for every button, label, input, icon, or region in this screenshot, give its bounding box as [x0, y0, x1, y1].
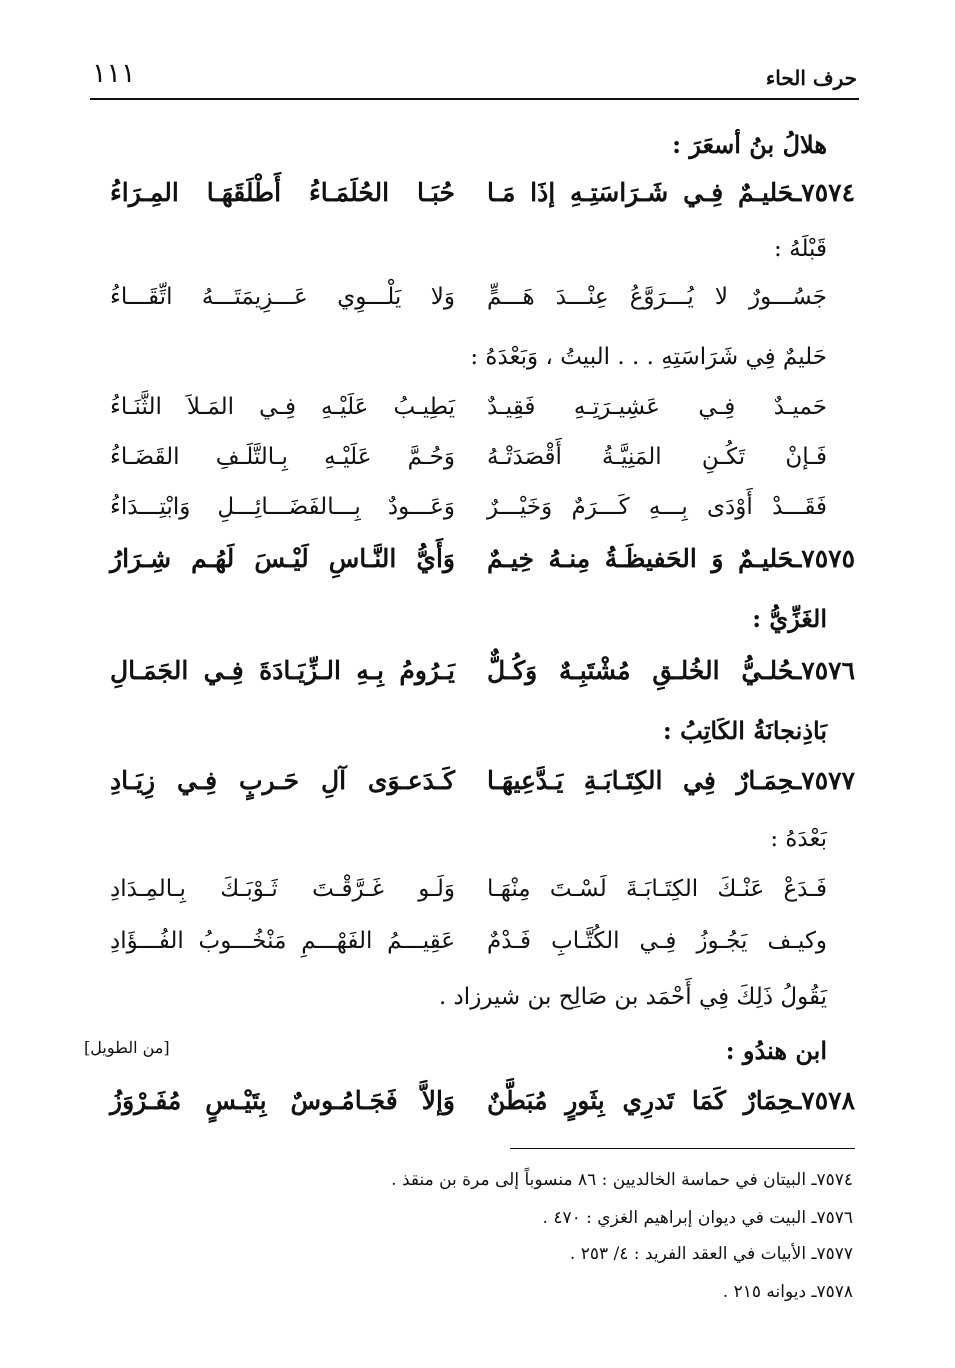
second-hemistich: وَحُـمَّ عَلَيْـهِ بِـالتَّلَـفِ القَضَـاءُ	[110, 444, 455, 470]
poet-name: الغَزِّيُّ :	[752, 604, 827, 633]
first-hemistich: فَـإنْ تَكُـنِ المَنِيَّـةُ أَقْصَدَتْـهُ	[487, 444, 827, 470]
note-line: يَقُولُ ذَلِكَ فِي أَحْمَد بن صَالِح بن شيرزاد .	[438, 984, 827, 1010]
poet-name: هلالُ بنُ أسعَرَ :	[672, 130, 827, 159]
poet-name: بَاذِنجانَةُ الكَاتِبُ :	[662, 716, 827, 745]
second-hemistich: وَلا يَلْـــوِي عَـــزِيمَتَـــهُ اتِّقَـــاءُ	[110, 284, 455, 310]
verse-number: ٧٥٧٤ـ	[793, 178, 855, 207]
footnote: ٧٥٧٤ـ البيتان في حماسة الخالديين : ٨٦ منسوباً إلى مرة بن منقذ .	[391, 1170, 853, 1190]
running-head: حرف الحاء	[765, 66, 857, 90]
verse-number: ٧٥٧٥ـ	[793, 544, 855, 573]
verse-number: ٧٥٧٨ـ	[793, 1086, 855, 1115]
footnote: ٧٥٧٧ـ الأبيات في العقد الفريد : ٤/ ٢٥٣ .	[569, 1244, 853, 1264]
second-hemistich: يَـرُومُ بِـهِ الـزِّيَـادَةَ فِـي الجَمَـالِ	[110, 656, 455, 685]
second-hemistich: وَأَيُّ النَّـاسِ لَيْـسَ لَهُـم شِـرَارُ	[110, 544, 455, 573]
first-hemistich: جَسُـــورٌ لا يُـــرَوَّعُ عِنْـــدَ هَـــمٍّ	[487, 284, 827, 310]
verse	[110, 876, 855, 916]
footnote: ٧٥٧٨ـ ديوانه ٢١٥ .	[722, 1282, 853, 1302]
footnote: ٧٥٧٦ـ البيت في ديوان إبراهيم الغزي : ٤٧٠ .	[542, 1208, 853, 1228]
first-hemistich: وكيـف يَجُـوزُ فِـي الكُتَّـابِ فَـدْمٌ	[487, 928, 827, 954]
verse	[110, 444, 855, 484]
first-hemistich: فَقَـــدْ أَوْدَى بِـــهِ كَـــرَمٌ وَخَيْـــرٌ	[487, 494, 827, 520]
second-hemistich: وَلَـو غَـرَّقْـتَ ثَـوْبَـكَ بِـالمِـدَادِ	[110, 876, 455, 902]
header-rule	[90, 98, 859, 100]
page-number: ١١١	[92, 58, 136, 89]
second-hemistich: عَقِيـــمُ الفَهْـــمِ مَنْخُـــوبُ الفُـــؤَادِ	[110, 928, 455, 954]
first-hemistich: ٧٥٧٧ـحِمَـارٌ فِي الكِتَـابَـةِ يَـدَّعِيهَـا	[487, 766, 855, 795]
verse	[110, 394, 855, 434]
verse-7577	[110, 766, 855, 806]
note-line: قَبْلَهُ :	[774, 236, 827, 262]
verse	[110, 494, 855, 534]
verse	[110, 284, 855, 324]
poet-name: ابن هندُو :	[725, 1036, 827, 1065]
second-hemistich: وَإلاَّ فَجَـامُـوسٌ بِتَيْـسٍ مُفَـرْوَزُ	[110, 1086, 455, 1115]
first-hemistich: ٧٥٧٥ـحَليـمٌ وَ الحَفيظَـةُ مِنـهُ خِيـمٌ	[487, 544, 855, 573]
verse	[110, 928, 855, 968]
second-hemistich: وَعَـــودٌ بِـــالفَضَـــائِـــلِ وَابْتِـــدَاءُ	[110, 494, 455, 520]
second-hemistich: حُبَـا الحُلَمَـاءُ أَطْلَقَهَـا المِـرَاءُ	[110, 178, 455, 207]
note-line: بَعْدَهُ :	[770, 826, 827, 852]
footnote-rule	[510, 1148, 855, 1149]
first-hemistich: ٧٥٧٨ـحِمَارٌ كَمَا تَدرِي بِثَورٍ مُبَطَّنٌ	[487, 1086, 855, 1115]
verse-number: ٧٥٧٦ـ	[793, 656, 855, 685]
verse-number: ٧٥٧٧ـ	[793, 766, 855, 795]
verse-7578	[110, 1086, 855, 1126]
second-hemistich: كَـدَعـوَى آلِ حَـربٍ فِـي زِيَـادِ	[110, 766, 455, 795]
meter-label: [من الطويل]	[84, 1038, 170, 1057]
verse-7576	[110, 656, 855, 696]
first-hemistich: حَميـدٌ فِـي عَشِيـرَتِـهِ فَقِيـدٌ	[487, 394, 827, 420]
note-line: حَليمٌ فِي شَرَاسَتِهِ . . . البيتُ ، وَبَعْدَهُ :	[470, 344, 827, 370]
verse-7575	[110, 544, 855, 584]
first-hemistich: ٧٥٧٦ـحُلـيُّ الخُلـقِ مُشْتَبِـهٌ وَكُـلٌّ	[487, 656, 855, 685]
second-hemistich: يَطِيـبُ عَلَيْـهِ فِـي المَـلاَ الثَّنَـاءُ	[110, 394, 455, 420]
verse-7574	[110, 178, 855, 218]
first-hemistich: فَـدَعْ عَنْـكَ الكِتَـابَـةَ لَسْـتَ مِنْهَـا	[487, 876, 827, 902]
first-hemistich: ٧٥٧٤ـحَليـمٌ فِـي شَـرَاسَتِـهِ إذَا مَـا	[487, 178, 855, 207]
